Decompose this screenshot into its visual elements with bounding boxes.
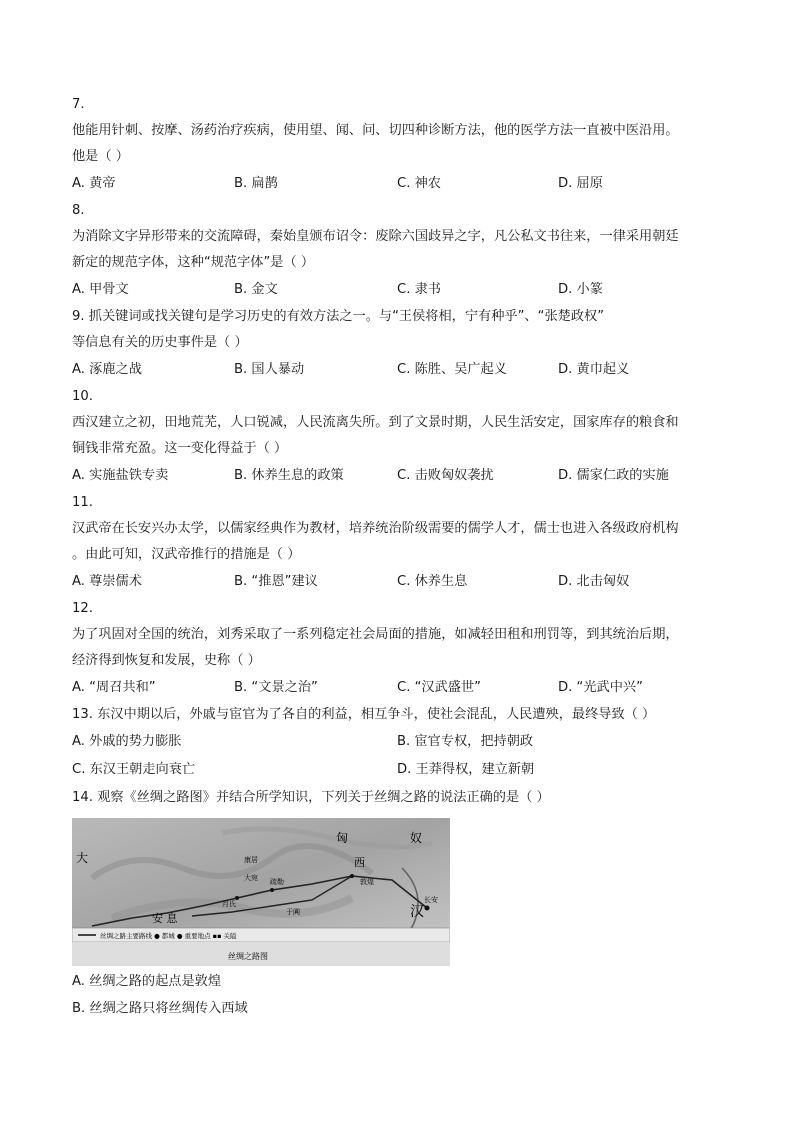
question-7-option-c[interactable]: C. 神农 [397,176,441,191]
question-10-option-b[interactable]: B. 休养生息的政策 [234,468,344,483]
question-10-option-c[interactable]: C. 击败匈奴袭扰 [397,468,494,483]
question-12-number: 12. [72,601,93,616]
question-7-number: 7. [72,97,85,112]
question-8-number: 8. [72,203,85,218]
question-13-option-c[interactable]: C. 东汉王朝走向衰亡 [72,762,196,777]
question-7-option-b[interactable]: B. 扁鹊 [234,176,278,191]
question-9-option-c[interactable]: C. 陈胜、吴广起义 [397,362,507,377]
question-9-stem-line-1: 9. 抓关键词或找关键句是学习历史的有效方法之一。与“王侯将相，宁有种乎”、“张楚政权” [72,309,605,324]
label-shule: 疏勒 [270,878,284,886]
question-9-stem-line-2: 等信息有关的历史事件是（ ） [72,335,248,350]
question-8-option-b[interactable]: B. 金文 [234,282,278,297]
question-11-number: 11. [72,495,93,510]
question-12-option-c[interactable]: C. “汉武盛世” [397,680,482,695]
question-10-stem-line-2: 铜钱非常充盈。这一变化得益于（ ） [72,441,288,456]
question-10-option-d[interactable]: D. 儒家仁政的实施 [558,468,669,483]
question-9-option-b[interactable]: B. 国人暴动 [234,362,305,377]
question-8-option-c[interactable]: C. 隶书 [397,282,441,297]
label-xi: 西 [354,856,365,869]
question-7-option-a[interactable]: A. 黄帝 [72,176,116,191]
question-8-stem-line-1: 为消除文字异形带来的交流障碍，秦始皇颁布诏令：废除六国歧异之字，凡公私文书往来，一律采用朝廷 [72,229,679,244]
question-8-stem-line-2: 新定的规范字体，这种“规范字体”是（ ） [72,255,315,270]
question-13-option-b[interactable]: B. 宦官专权，把持朝政 [397,734,534,749]
question-14-option-b[interactable]: B. 丝绸之路只将丝绸传入西域 [72,1001,248,1016]
question-11-option-c[interactable]: C. 休养生息 [397,574,468,589]
silk-road-map [72,818,450,966]
city-marker [350,874,354,878]
question-11-option-d[interactable]: D. 北击匈奴 [558,574,630,589]
label-xiongnu-2: 奴 [410,831,423,845]
question-11-option-a[interactable]: A. 尊崇儒术 [72,574,142,589]
question-13-option-a[interactable]: A. 外戚的势力膨胀 [72,734,182,749]
label-yutian: 于阗 [286,908,300,916]
question-11-stem-line-2: 。由此可知，汉武帝推行的措施是（ ） [72,547,301,562]
question-14-stem: 14. 观察《丝绸之路图》并结合所学知识，下列关于丝绸之路的说法正确的是（ ） [72,790,550,805]
question-10-stem-line-1: 西汉建立之初，田地荒芜，人口锐减，人民流离失所。到了文景时期，人民生活安定，国家库存的粮食和 [72,415,679,430]
question-7-option-d[interactable]: D. 屈原 [558,176,603,191]
question-7-stem-line-2: 他是（ ） [72,149,129,164]
question-12-stem-line-1: 为了巩固对全国的统治，刘秀采取了一系列稳定社会局面的措施，如减轻田租和刑罚等，到其统治后期， [72,627,679,642]
label-changan: 长安 [424,896,438,904]
question-12-stem-line-2: 经济得到恢复和发展，史称（ ） [72,653,261,668]
question-11-option-b[interactable]: B. “推恩”建议 [234,574,318,589]
question-12-option-b[interactable]: B. “文景之治” [234,680,318,695]
question-11-stem-line-1: 汉武帝在长安兴办太学，以儒家经典作为教材，培养统治阶级需要的儒学人才，儒士也进入各级政府机构 [72,521,679,536]
map-caption: 丝绸之路图 [228,952,268,961]
question-12-option-a[interactable]: A. “周召共和” [72,680,156,695]
label-yueshi: 月氏 [222,900,236,908]
legend-text: 丝绸之路主要路线 ● 都城 ● 重要地点 ▪▪ 关隘 [100,932,237,940]
question-8-option-d[interactable]: D. 小篆 [558,282,603,297]
city-marker [270,888,274,892]
question-10-option-a[interactable]: A. 实施盐铁专卖 [72,468,169,483]
label-xiongnu-1: 匈 [336,831,349,845]
question-9-option-a[interactable]: A. 涿鹿之战 [72,362,142,377]
label-dunhuang: 敦煌 [360,878,374,886]
question-10-number: 10. [72,389,93,404]
question-13-stem: 13. 东汉中期以后，外戚与宦官为了各自的利益，相互争斗，使社会混乱，人民遭殃，最终导致（ ） [72,707,656,722]
label-dayuan: 大宛 [244,874,258,882]
question-9-option-d[interactable]: D. 黄巾起义 [558,362,630,377]
question-13-option-d[interactable]: D. 王莽得权，建立新朝 [397,762,535,777]
label-han: 汉 [410,904,424,920]
question-7-stem-line-1: 他能用针刺、按摩、汤药治疗疾病，使用望、闻、问、切四种诊断方法，他的医学方法一直被中医沿用。 [72,123,679,138]
question-14-option-a[interactable]: A. 丝绸之路的起点是敦煌 [72,974,222,989]
question-12-option-d[interactable]: D. “光武中兴” [558,680,643,695]
question-8-option-a[interactable]: A. 甲骨文 [72,282,129,297]
label-da: 大 [76,851,89,865]
label-kangju: 康居 [244,856,258,864]
label-anxi: 安 息 [152,912,178,925]
city-marker [425,906,430,911]
